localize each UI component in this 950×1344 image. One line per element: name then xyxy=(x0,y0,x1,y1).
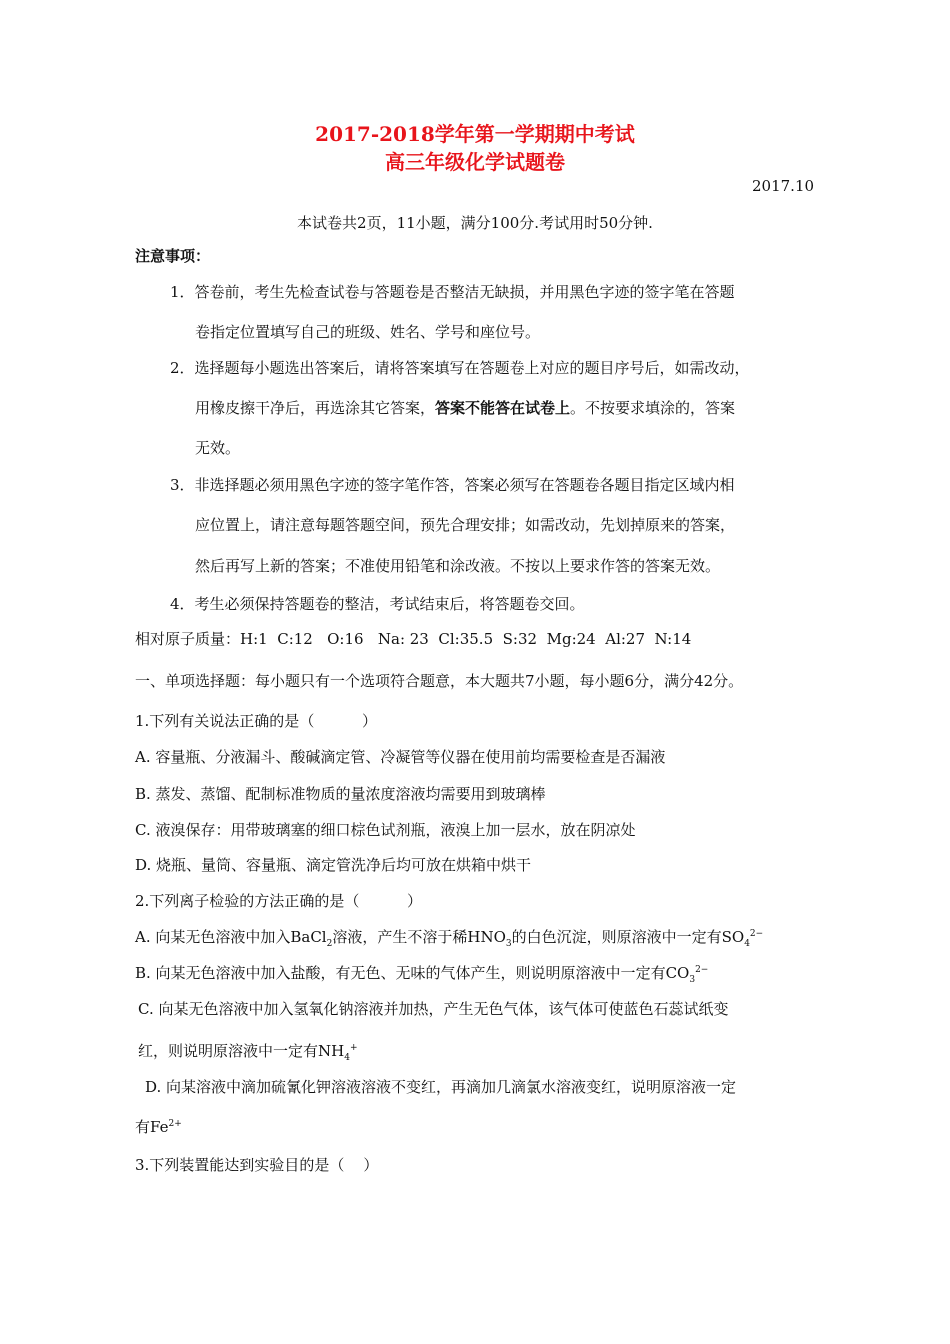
notice-item-2-text-a: 用橡皮擦干净后，再选涂其它答案， xyxy=(195,399,436,417)
q2-a-sup: 2− xyxy=(749,929,764,939)
notice-item-3-line-1: 3．非选择题必须用黑色字迹的签字笔作答，答案必须写在答题卷各题目指定区域内相 xyxy=(170,476,735,494)
question-2-option-a xyxy=(135,927,763,947)
notice-item-1-line-2: 卷指定位置填写自己的班级、姓名、学号和座位号。 xyxy=(195,323,541,341)
question-2-option-d-line-1: D. 向某溶液中滴加硫氰化钾溶液溶液不变红，再滴加几滴氯水溶液变红，说明原溶液一定 xyxy=(145,1078,737,1096)
atomic-masses: 相对原子质量：H:1 C:12 O:16 Na: 23 Cl:35.5 S:32 Mg:24 Al:27 N:14 xyxy=(135,630,692,648)
notice-item-3-line-3: 然后再写上新的答案；不准使用铅笔和涂改液。不按以上要求作答的答案无效。 xyxy=(195,557,721,575)
q2-b-sup: 2− xyxy=(695,965,709,975)
exam-subtitle: 高三年级化学试题卷 xyxy=(385,150,565,174)
question-2-stem: 2.下列离子检验的方法正确的是（ ） xyxy=(135,892,422,910)
q2-b-sub: 3 xyxy=(689,975,696,985)
notice-item-3-line-2: 应位置上，请注意每题答题空间，预先合理安排；如需改动，先划掉原来的答案， xyxy=(195,516,736,534)
question-3-stem: 3.下列装置能达到实验目的是（ ） xyxy=(135,1156,379,1174)
notice-item-2-text-b: 。不按要求填涂的，答案 xyxy=(570,399,736,417)
exam-intro: 本试卷共2页，11小题，满分100分.考试用时50分钟. xyxy=(297,214,653,232)
q2-a-sub-1: 2 xyxy=(326,939,333,949)
question-1-option-d: D. 烧瓶、量筒、容量瓶、滴定管洗净后均可放在烘箱中烘干 xyxy=(135,856,532,874)
q2-c-sub: 4 xyxy=(344,1053,350,1063)
question-2-option-c-line-1: C. 向某无色溶液中加入氢氧化钠溶液并加热，产生无色气体，该气体可使蓝色石蕊试纸变 xyxy=(138,1000,729,1018)
q2-a-text-3: 的白色沉淀，则原溶液中一定有SO xyxy=(511,928,745,946)
q2-d-sup: 2+ xyxy=(168,1119,182,1129)
question-2-option-b xyxy=(135,963,708,983)
question-1-stem: 1.下列有关说法正确的是（ ） xyxy=(135,712,377,730)
question-1-option-b: B. 蒸发、蒸馏、配制标准物质的量浓度溶液均需要用到玻璃棒 xyxy=(135,785,546,803)
exam-title: 2017-2018学年第一学期期中考试 xyxy=(315,122,635,146)
q2-a-sub-3: 4 xyxy=(744,939,750,949)
notice-item-2-line-2 xyxy=(195,398,735,418)
q2-c-sup: + xyxy=(349,1043,358,1053)
q2-c-text: 红，则说明原溶液中一定有NH xyxy=(138,1042,345,1060)
notice-heading: 注意事项： xyxy=(135,247,211,265)
q2-a-text-2: 溶液，产生不溶于稀HNO xyxy=(332,928,506,946)
notice-item-2-line-3: 无效。 xyxy=(195,439,241,457)
question-2-option-d-line-2 xyxy=(135,1117,182,1137)
question-1-option-c: C. 液溴保存：用带玻璃塞的细口棕色试剂瓶，液溴上加一层水，放在阴凉处 xyxy=(135,821,636,839)
notice-emphasis: 答案不能答在试卷上 xyxy=(435,399,571,417)
section-heading: 一、单项选择题：每小题只有一个选项符合题意，本大题共7小题，每小题6分，满分42分。 xyxy=(135,672,744,690)
question-1-option-a: A. 容量瓶、分液漏斗、酸碱滴定管、冷凝管等仪器在使用前均需要检查是否漏液 xyxy=(135,748,666,766)
q2-d-text: 有Fe xyxy=(135,1118,169,1136)
q2-a-sub-2: 3 xyxy=(505,939,512,949)
q2-a-text-1: A. 向某无色溶液中加入BaCl xyxy=(135,928,327,946)
notice-item-1-line-1: 1．答卷前，考生先检查试卷与答题卷是否整洁无缺损，并用黑色字迹的签字笔在答题 xyxy=(170,283,735,301)
notice-item-4: 4．考生必须保持答题卷的整洁，考试结束后，将答题卷交回。 xyxy=(170,595,585,613)
notice-item-2-line-1: 2．选择题每小题选出答案后，请将答案填写在答题卷上对应的题目序号后，如需改动， xyxy=(170,359,750,377)
q2-b-text: B. 向某无色溶液中加入盐酸，有无色、无味的气体产生，则说明原溶液中一定有CO xyxy=(135,964,690,982)
question-2-option-c-line-2 xyxy=(138,1041,358,1061)
exam-date: 2017.10 xyxy=(752,177,815,195)
